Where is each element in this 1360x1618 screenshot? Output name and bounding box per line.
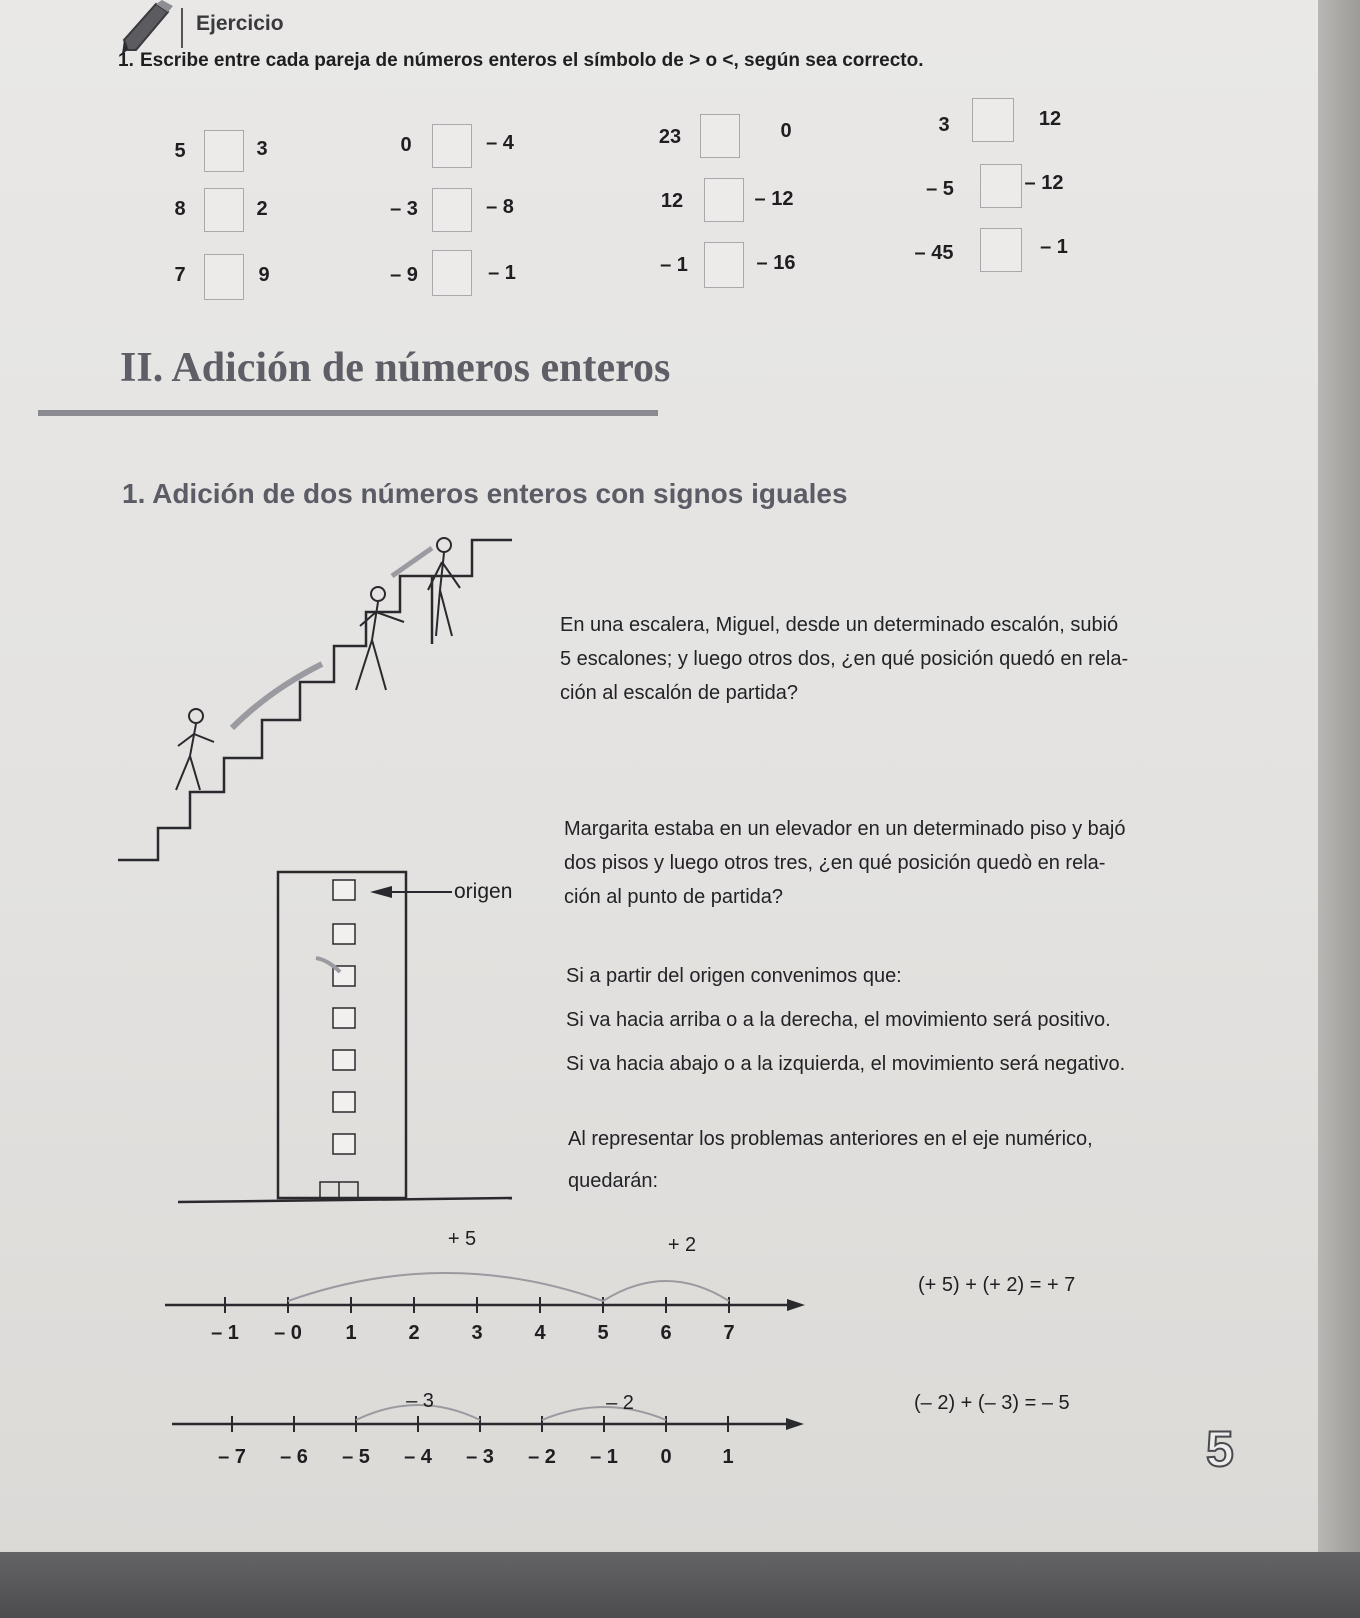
tick-label: – 0: [274, 1322, 302, 1344]
number-left: – 3: [390, 198, 418, 220]
tick-label: – 3: [466, 1446, 494, 1468]
axis-arrowhead: [787, 1299, 805, 1311]
floor-window: [333, 1092, 355, 1112]
instruction-number: 1.: [118, 50, 134, 71]
number-right: – 4: [486, 132, 514, 154]
tick-label: 0: [660, 1446, 672, 1468]
number-right: – 8: [486, 196, 514, 218]
number-right: – 12: [1024, 172, 1064, 194]
climb-arrow-2: [392, 548, 432, 576]
number-right: – 1: [1040, 236, 1068, 258]
representation-block: [568, 1118, 1093, 1202]
jump-label: + 5: [447, 1228, 477, 1250]
tick-label: – 4: [404, 1446, 432, 1468]
miguel-figure-1: [176, 709, 214, 790]
text-line: dos pisos y luego otros tres, ¿en qué posición quedò en rela-: [564, 852, 1106, 874]
text-line: Si va hacia arriba o a la derecha, el movimiento será positivo.: [566, 1009, 1111, 1031]
number-right: 2: [256, 198, 268, 220]
text-line: Si va hacia abajo o a la izquierda, el movimiento será negativo.: [566, 1053, 1126, 1075]
number-right: 12: [1038, 108, 1062, 130]
jump-label: + 2: [667, 1234, 697, 1256]
tick-label: – 2: [528, 1446, 556, 1468]
tick-label: – 5: [342, 1446, 370, 1468]
axis-arrowhead: [786, 1418, 804, 1430]
text-line: quedarán:: [568, 1170, 659, 1192]
floor-window: [333, 924, 355, 944]
jump-arc: [288, 1273, 603, 1301]
floor-window: [333, 1008, 355, 1028]
text-line: ción al escalón de partida?: [560, 682, 798, 704]
text-line: ción al punto de partida?: [564, 886, 784, 908]
floor-window: [333, 1134, 355, 1154]
tick-label: – 1: [590, 1446, 618, 1468]
miguel-figure-2: [356, 587, 404, 690]
page-number: 5: [1206, 1421, 1234, 1477]
floor-window: [333, 880, 355, 900]
number-left: – 1: [660, 254, 688, 276]
equation-1: (+ 5) + (+ 2) = + 7: [918, 1274, 1076, 1296]
tick-label: 4: [534, 1322, 546, 1344]
tick-label: 2: [408, 1322, 420, 1344]
elevator-problem: [564, 812, 1125, 914]
tick-label: 1: [345, 1322, 357, 1344]
instruction-text: Escribe entre cada pareja de números enteros el símbolo de > o <, según sea correcto.: [140, 50, 924, 71]
number-left: 7: [174, 264, 186, 286]
section-title: II. Adición de números enteros: [120, 345, 671, 391]
number-left: 3: [938, 114, 950, 136]
number-left: – 45: [914, 242, 954, 264]
stairs-problem: [560, 608, 1128, 710]
exercise-label: Ejercicio: [196, 12, 284, 35]
floor-window: [333, 1050, 355, 1070]
tick-label: 3: [471, 1322, 483, 1344]
climb-arrow-1: [232, 664, 322, 728]
jump-label: – 2: [606, 1392, 634, 1414]
tick-label: – 6: [280, 1446, 308, 1468]
text-line: Margarita estaba en un elevador en un determinado piso y bajó: [564, 818, 1126, 840]
tick-label: 6: [660, 1322, 672, 1344]
staircase: [118, 540, 512, 860]
tick-label: 7: [723, 1322, 735, 1344]
origin-label: origen: [454, 880, 513, 903]
number-right: 9: [258, 264, 270, 286]
equation-2: (– 2) + (– 3) = – 5: [914, 1392, 1070, 1414]
tick-label: – 1: [211, 1322, 239, 1344]
text-line: Si a partir del origen convenimos que:: [566, 965, 902, 987]
tick-label: – 7: [218, 1446, 246, 1468]
number-right: 0: [780, 120, 792, 142]
number-line-positive: [165, 1273, 805, 1313]
number-right: – 1: [488, 262, 516, 284]
number-left: – 9: [390, 264, 418, 286]
text-line: 5 escalones; y luego otros dos, ¿en qué posición quedó en rela-: [560, 648, 1129, 670]
text-line: Al representar los problemas anteriores en el eje numérico,: [568, 1128, 1093, 1150]
number-right: – 16: [756, 252, 796, 274]
number-left: 23: [658, 126, 682, 148]
number-left: 0: [400, 134, 412, 156]
number-line-negative: [172, 1405, 804, 1432]
number-right: 3: [256, 138, 268, 160]
number-left: 8: [174, 198, 186, 220]
descent-arrow: [316, 958, 340, 972]
number-right: – 12: [754, 188, 794, 210]
number-left: – 5: [926, 178, 954, 200]
tick-label: 1: [722, 1446, 734, 1468]
tick-label: 5: [597, 1322, 609, 1344]
number-left: 5: [174, 140, 186, 162]
subsection-title: 1. Adición de dos números enteros con signos iguales: [122, 478, 848, 509]
number-left: 12: [660, 190, 684, 212]
text-line: En una escalera, Miguel, desde un determinado escalón, subió: [560, 614, 1119, 636]
building-door: [320, 1182, 358, 1198]
convention-block: [566, 954, 1125, 1086]
jump-label: – 3: [406, 1390, 434, 1412]
